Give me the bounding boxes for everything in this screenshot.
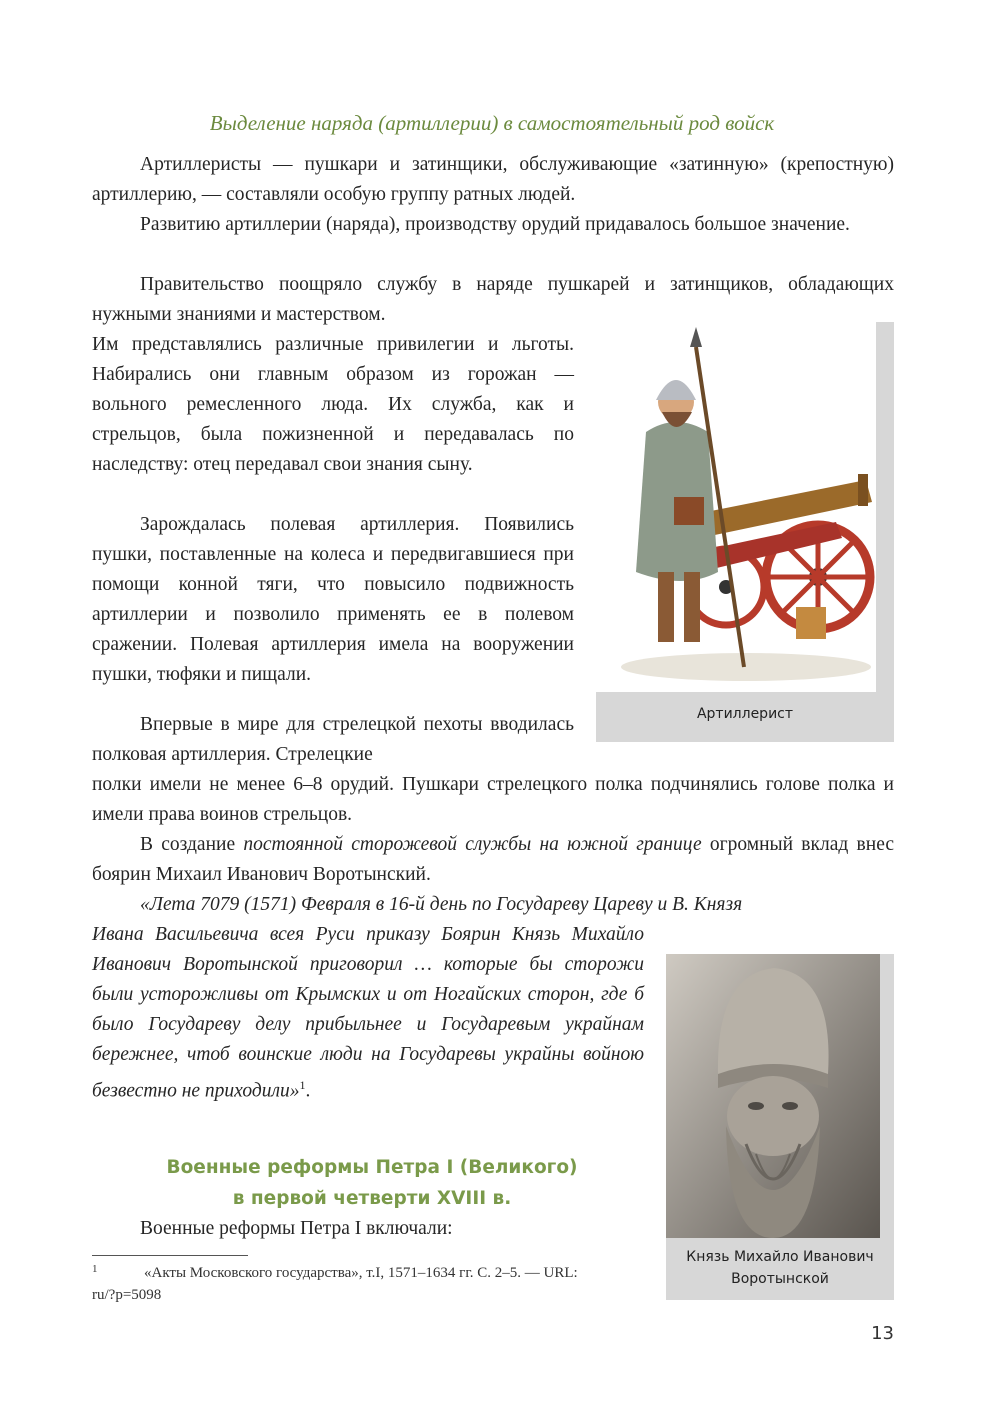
paragraph-regimental-a: Впервые в мире для стрелецкой пехоты вводилась полковая артиллерия. Стрелецкие [92,714,574,765]
artillerist-caption: Артиллерист [696,706,794,722]
vorotynsky-photo [666,954,880,1238]
paragraph-government-b: Им представлялись различные привилегии и льготы. Набирались они главным образом из горожан — вольного ремесленного люда. Их служба, как и стрельцов, была пожизненной и передавалась по наследству: отец передавал свои знания сыну. [92,334,574,475]
paragraph-guard-service [92,830,894,890]
vorotynsky-caption [666,1246,894,1290]
footnote-ref: 1 [299,1078,306,1092]
paragraph-artillerists: Артиллеристы — пушкари и затинщики, обслуживающие «затинную» (крепостную) артиллерию, — составляли особую группу ратных людей. [92,154,894,205]
footnote-divider [92,1255,248,1256]
footnote-continuation: ru/?p=5098 [92,1287,162,1303]
guard-text-post: огромный вклад внес боярин Михаил Иванович Воротынский. [92,834,894,885]
footnote-text: «Акты Московского государства», т.I, 1571–1634 гг. С. 2–5. — URL: [144,1265,578,1281]
subheading: Выделение наряда (артиллерии) в самостоятельный род войск [209,111,775,135]
artillerist-drawing [596,322,876,692]
page-number: 13 [871,1323,894,1344]
section-heading-line2: в первой четверти XVIII в. [232,1188,512,1209]
paragraph-field-artillery: Зарождалась полевая артиллерия. Появились пушки, поставленные на колеса и передвигавшиеся при помощи конной тяги, что повысило подвижность артиллерии и позволило применять ее в полевом сражении. Полевая артиллерия имела на вооружении пушки, тюфяки и пищали. [92,514,574,685]
quote-text: Ивана Васильевича всея Руси приказу Боярин Князь Михайло Иванович Воротынской приговорил … которые бы сторожи были усторожливы от Крымских и от Ногайских сторон, где б было Государеву делу прибыльнее и Государевым украйнам бережнее, чтоб воинские люди на Государевы украйны войною безвестно не приходили» [92,924,644,1102]
footnote [92,1262,660,1306]
section-heading [92,1152,652,1214]
paragraph-government-a: Правительство поощряло службу в наряде пушкарей и затинщиков, обладающих нужными знаниями и мастерством. [92,274,894,325]
vorotynsky-caption-line2: Воротынской [731,1271,829,1287]
paragraph-regimental-b: полки имели не менее 6–8 орудий. Пушкари стрелецкого полка подчинялись голове полка и имели права воинов стрельцов. [92,774,894,825]
artillerist-illustration [596,322,876,692]
guard-text-italic: постоянной сторожевой службы на южной границе [243,834,702,855]
paragraph-artillery-development: Развитию артиллерии (наряда), производству орудий придавалось большое значение. [140,214,850,235]
footnote-number: 1 [92,1263,98,1275]
quote-body [92,920,644,1107]
figure-vorotynsky [666,954,894,1300]
section-heading-line1: Военные реформы Петра I (Великого) [166,1157,578,1178]
quote-line-a: «Лета 7079 (1571) Февраля в 16-й день по Государеву Цареву и В. Князя [140,894,743,915]
paragraph-peter-reforms: Военные реформы Петра I включали: [140,1218,453,1239]
figure-artillerist [596,322,894,742]
quote-end: . [305,1080,311,1102]
vorotynsky-caption-line1: Князь Михайло Иванович [686,1249,874,1265]
vorotynsky-sculpture-drawing [666,954,880,1238]
guard-text-pre: В создание [140,834,244,855]
